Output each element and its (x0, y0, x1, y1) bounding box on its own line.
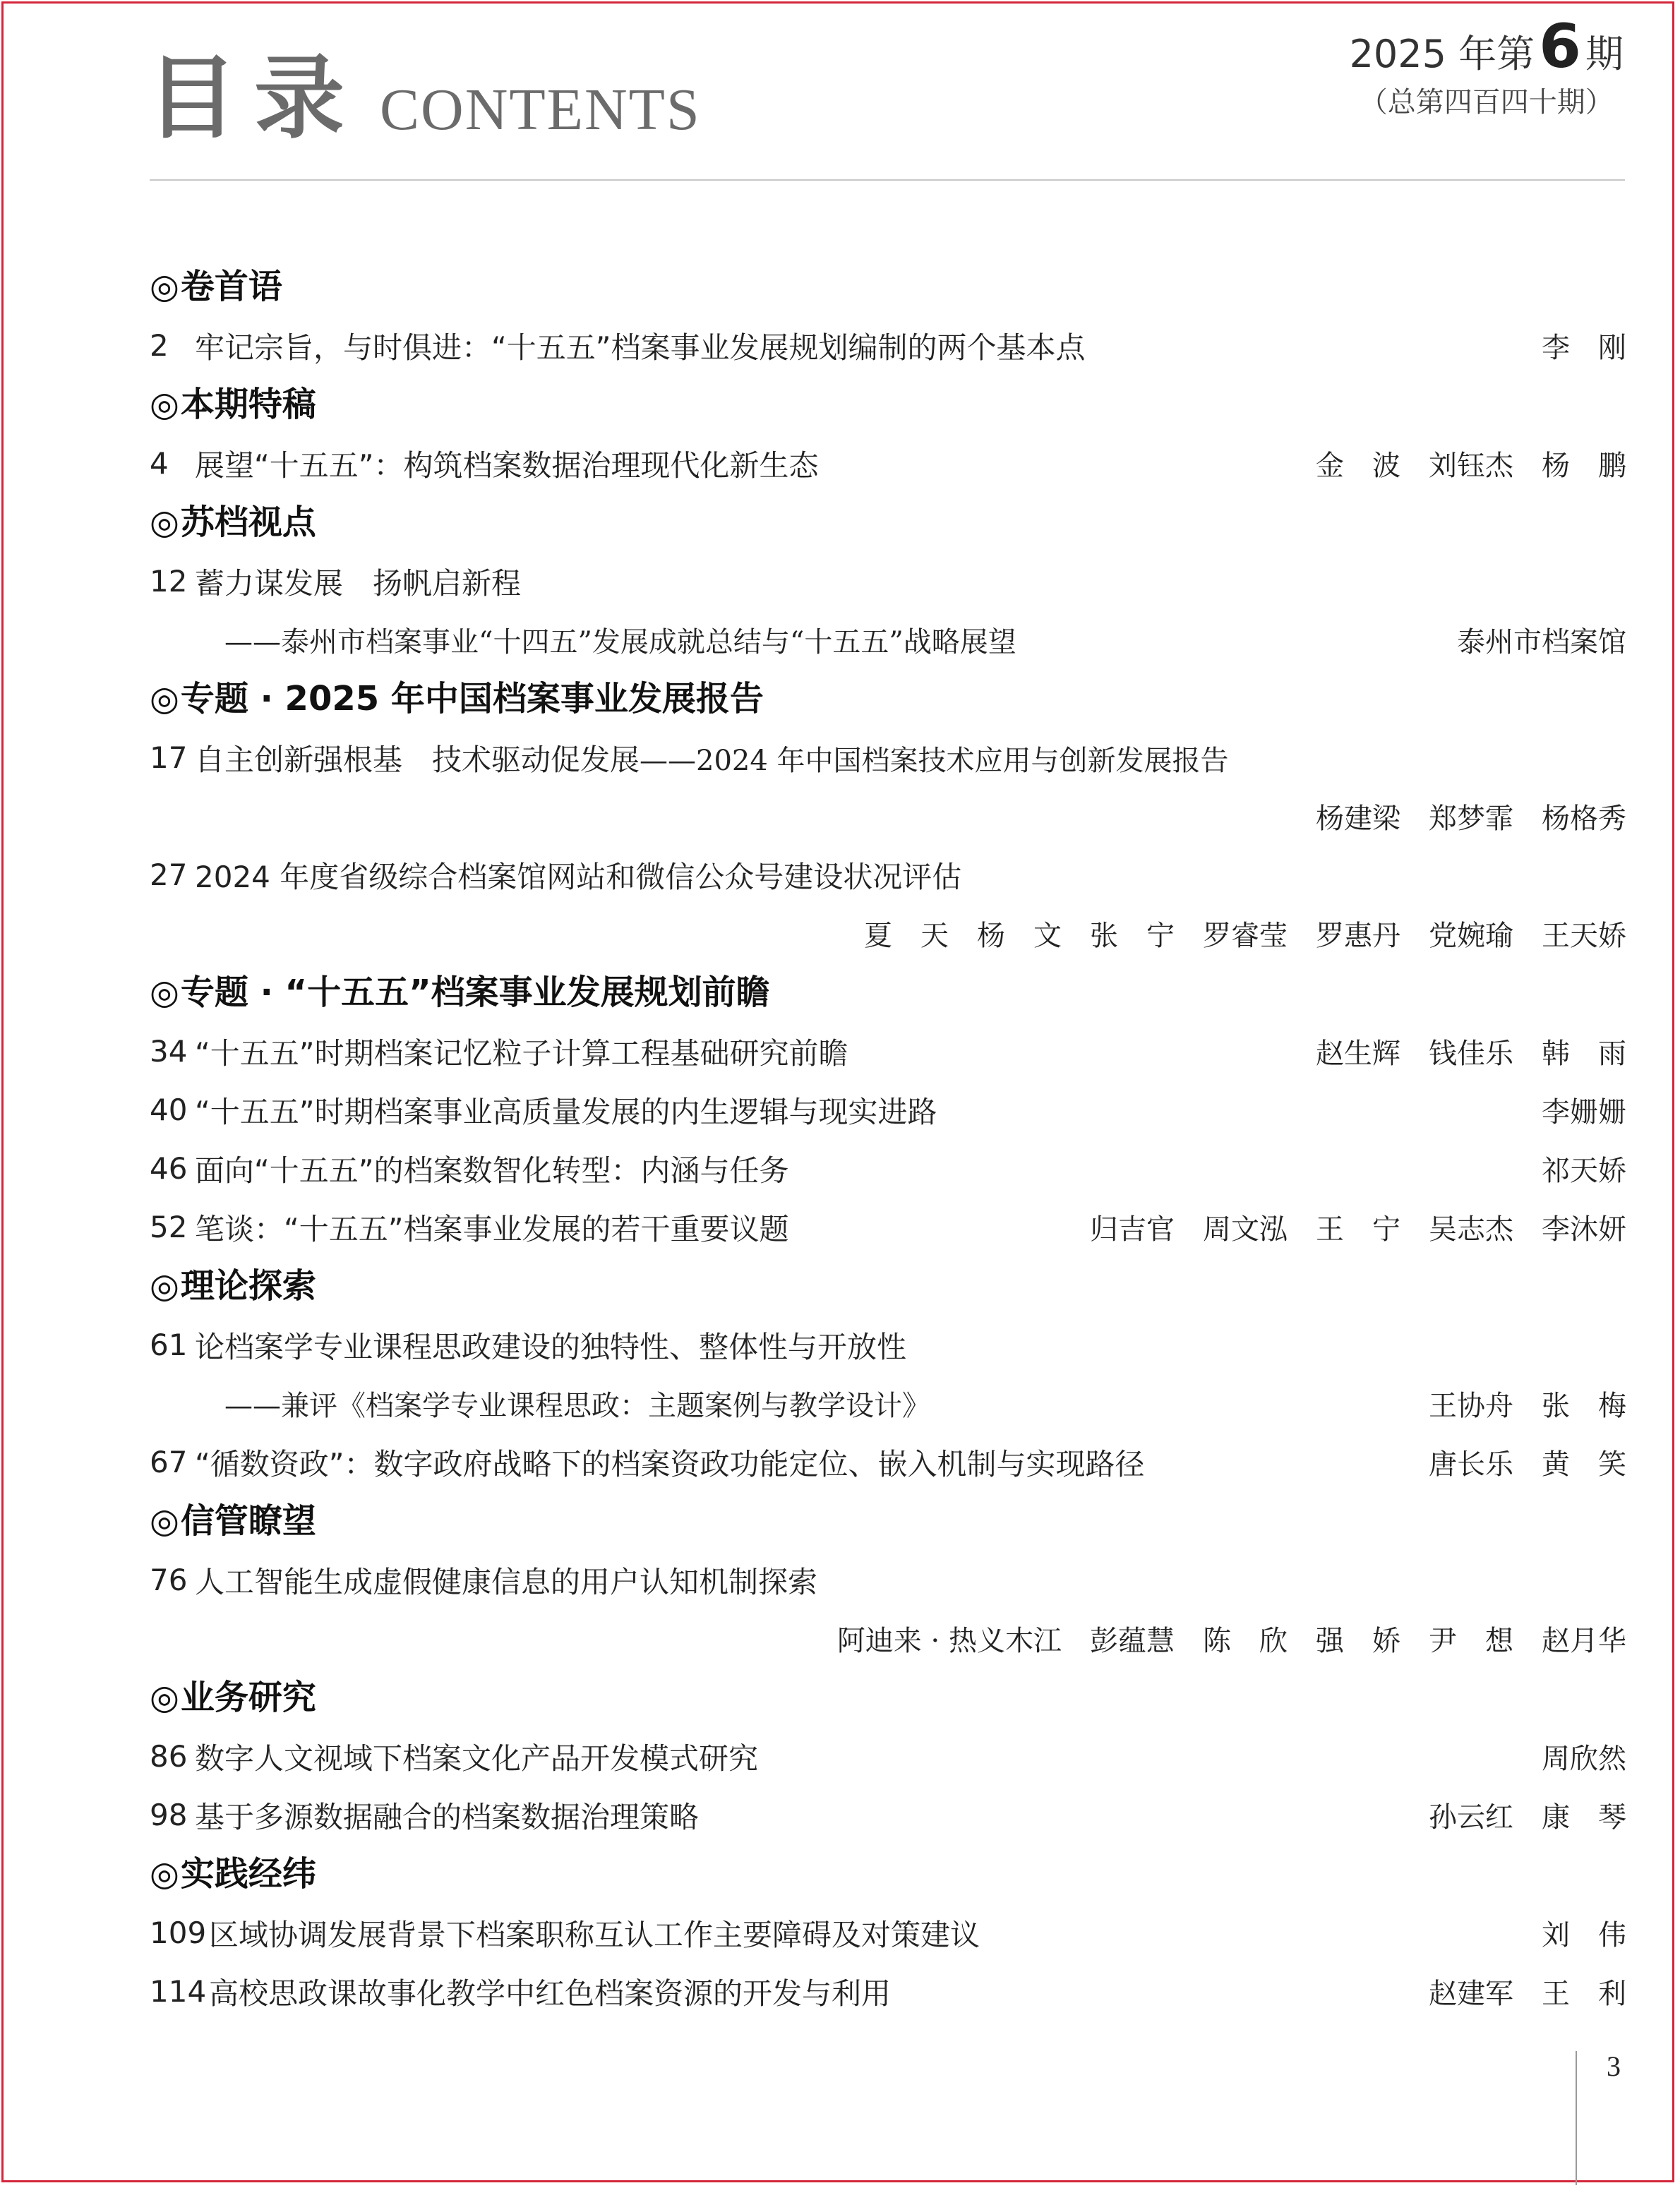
toc-entry[interactable] (150, 1139, 1626, 1198)
issue-total: （总第四百四十期） (1359, 86, 1614, 119)
toc-entry[interactable] (150, 1022, 1626, 1081)
issue-line (1349, 11, 1624, 85)
entry-authors: 李 刚 (1542, 332, 1626, 364)
entry-authors: 刘 伟 (1542, 1919, 1626, 1952)
toc-entry[interactable] (150, 1904, 1626, 1962)
entry-title: “十五五”时期档案记忆粒子计算工程基础研究前瞻 (195, 1035, 848, 1071)
entry-authors: 王协舟 张 梅 (1429, 1390, 1626, 1422)
toc-entry-subtitle-row (150, 1374, 1626, 1433)
entry-page: 52 (150, 1210, 188, 1244)
entry-title: 基于多源数据融合的档案数据治理策略 (195, 1799, 700, 1834)
entry-authors: 赵生辉 钱佳乐 韩 雨 (1316, 1038, 1626, 1070)
section-heading: ◎实践经纬 (150, 1854, 316, 1894)
entry-title: 数字人文视域下档案文化产品开发模式研究 (195, 1741, 759, 1776)
entry-page: 12 (150, 564, 188, 599)
entry-authors: 赵建军 王 利 (1429, 1978, 1626, 2010)
entry-title: 区域协调发展背景下档案职称互认工作主要障碍及对策建议 (209, 1917, 980, 1952)
entry-title-tail: ——2024 年中国档案技术应用与创新发展报告 (640, 744, 1229, 777)
issue-info (1349, 11, 1624, 122)
entry-title: 自主创新强根基 技术驱动促发展——2024 年中国档案技术应用与创新发展报告 (195, 742, 1229, 777)
title-chinese: 目录 (147, 46, 362, 151)
section-heading: ◎本期特稿 (150, 385, 316, 424)
entry-authors-line: 阿迪来 · 热义木江 彭蕴慧 陈 欣 强 娇 尹 想 赵月华 (836, 1625, 1626, 1657)
entry-authors: 金 波 刘钰杰 杨 鹏 (1316, 450, 1626, 482)
entry-title: “十五五”时期档案事业高质量发展的内生逻辑与现实进路 (195, 1094, 937, 1129)
entry-page: 109 (150, 1916, 207, 1950)
toc-entry[interactable] (150, 1433, 1626, 1491)
entry-title: “循数资政”：数字政府战略下的档案资政功能定位、嵌入机制与实现路径 (195, 1446, 1145, 1481)
entry-page: 4 (150, 446, 169, 481)
toc-entry[interactable] (150, 846, 1626, 904)
toc-entry[interactable] (150, 1962, 1626, 2021)
toc-entry[interactable] (150, 316, 1626, 375)
toc-entry[interactable] (150, 1786, 1626, 1844)
entry-title: 2024 年度省级综合档案馆网站和微信公众号建设状况评估 (195, 859, 962, 894)
toc-entry[interactable] (150, 1081, 1626, 1139)
entry-authors-line: 夏 天 杨 文 张 宁 罗睿莹 罗惠丹 党婉瑜 王天娇 (864, 920, 1626, 952)
entry-page: 17 (150, 740, 188, 775)
entry-subtitle: ——泰州市档案事业“十四五”发展成就总结与“十五五”战略展望 (224, 626, 1016, 659)
issue-suffix: 期 (1585, 32, 1624, 76)
entry-title: 高校思政课故事化教学中红色档案资源的开发与利用 (209, 1976, 892, 2011)
section-heading: ◎理论探索 (150, 1266, 316, 1306)
toc-entry[interactable] (150, 1551, 1626, 1609)
entry-authors: 唐长乐 黄 笑 (1429, 1448, 1626, 1481)
toc-entry[interactable] (150, 552, 1626, 611)
entry-page: 2 (150, 328, 169, 363)
entry-title: 论档案学专业课程思政建设的独特性、整体性与开放性 (195, 1329, 907, 1364)
issue-year: 2025 年第 (1349, 32, 1535, 76)
table-of-contents (150, 257, 1626, 2021)
toc-entry[interactable] (150, 434, 1626, 493)
entry-title: 蓄力谋发展 扬帆启新程 (195, 565, 522, 601)
entry-title: 牢记宗旨，与时俱进：“十五五”档案事业发展规划编制的两个基本点 (195, 330, 1086, 365)
section-heading: ◎苏档视点 (150, 503, 316, 542)
section-heading: ◎卷首语 (150, 267, 282, 306)
entry-title: 面向“十五五”的档案数智化转型：内涵与任务 (195, 1153, 789, 1188)
toc-entry-subtitle-row (150, 611, 1626, 669)
toc-entry[interactable] (150, 1316, 1626, 1374)
entry-page: 98 (150, 1798, 188, 1832)
entry-authors: 李姗姗 (1542, 1096, 1626, 1129)
issue-number: 6 (1539, 11, 1581, 82)
entry-title: 展望“十五五”：构筑档案数据治理现代化新生态 (195, 447, 819, 483)
section-heading: ◎业务研究 (150, 1678, 316, 1717)
toc-entry[interactable] (150, 1727, 1626, 1786)
section-heading: ◎信管瞭望 (150, 1501, 316, 1541)
entry-page: 61 (150, 1328, 188, 1362)
entry-page: 40 (150, 1093, 188, 1127)
entry-page: 27 (150, 858, 188, 892)
section-heading: ◎专题 · 2025 年中国档案事业发展报告 (150, 679, 764, 719)
entry-page: 86 (150, 1739, 188, 1774)
entry-authors-line: 杨建梁 郑梦霏 杨格秀 (1316, 803, 1626, 835)
entry-page: 46 (150, 1151, 188, 1186)
entry-page: 76 (150, 1563, 188, 1597)
entry-page: 67 (150, 1445, 188, 1479)
toc-entry[interactable] (150, 1198, 1626, 1256)
entry-authors: 泰州市档案馆 (1457, 626, 1626, 659)
section-heading: ◎专题 · “十五五”档案事业发展规划前瞻 (150, 973, 770, 1012)
entry-page: 34 (150, 1034, 188, 1069)
footer-rule (1576, 2051, 1577, 2185)
entry-title: 人工智能生成虚假健康信息的用户认知机制探索 (195, 1564, 818, 1599)
entry-authors: 归吉官 周文泓 王 宁 吴志杰 李沐妍 (1090, 1213, 1626, 1246)
entry-title: 笔谈：“十五五”档案事业发展的若干重要议题 (195, 1211, 789, 1246)
header-divider (150, 179, 1625, 181)
entry-authors: 周欣然 (1542, 1743, 1626, 1775)
toc-entry[interactable] (150, 728, 1626, 787)
title-english: CONTENTS (380, 77, 701, 143)
page-title (147, 25, 701, 151)
entry-page: 114 (150, 1974, 207, 2009)
page-number: 3 (1607, 2050, 1621, 2082)
entry-authors: 祁天娇 (1542, 1155, 1626, 1187)
entry-subtitle: ——兼评《档案学专业课程思政：主题案例与教学设计》 (224, 1390, 930, 1422)
entry-authors: 孙云红 康 琴 (1429, 1801, 1626, 1834)
